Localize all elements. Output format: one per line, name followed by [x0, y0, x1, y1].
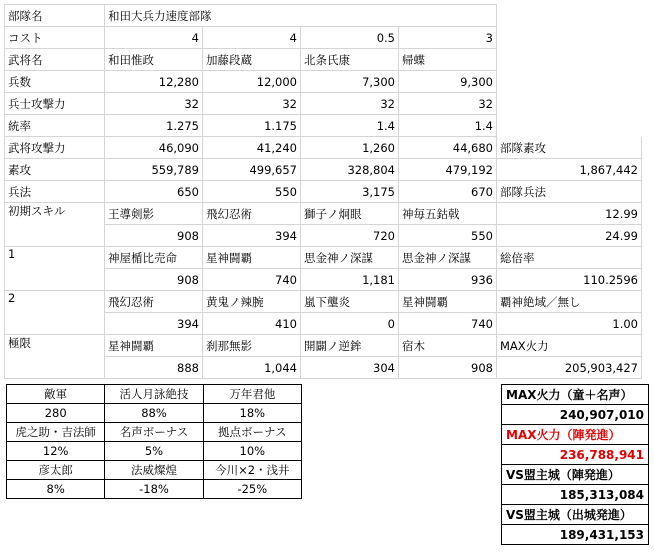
skill-value-cell[interactable]: 908: [105, 269, 203, 291]
vs-castle-camp-label[interactable]: VS盟主城（陣発進）: [502, 465, 649, 485]
table-row: [5, 181, 642, 203]
command-cell[interactable]: 1.4: [399, 115, 497, 137]
soldier-atk-cell[interactable]: 32: [301, 93, 399, 115]
skill-name-cell[interactable]: 飛幻忍術: [203, 203, 301, 225]
vs-castle-camp-value[interactable]: 185,313,084: [502, 485, 649, 505]
max-fire-boy-fame-value[interactable]: 240,907,010: [502, 405, 649, 425]
bonus-value[interactable]: -18%: [105, 480, 203, 499]
unit-name-label[interactable]: 部隊名: [5, 5, 105, 27]
row1-label[interactable]: 1: [5, 247, 105, 291]
troops-label[interactable]: 兵数: [5, 71, 105, 93]
skill-name-cell[interactable]: 黄鬼ノ辣腕: [203, 291, 301, 313]
init-skill-label[interactable]: 初期スキル: [5, 203, 105, 247]
skill-value-cell[interactable]: 908: [105, 225, 203, 247]
general-atk-cell[interactable]: 44,680: [399, 137, 497, 159]
skill-name-cell[interactable]: 星神闘覇: [105, 335, 203, 357]
table-row: [502, 425, 649, 445]
unit-name[interactable]: 和田大兵力速度部隊: [105, 5, 497, 27]
result-table: [501, 384, 649, 545]
skill-value-cell[interactable]: 720: [301, 225, 399, 247]
skill-name-cell[interactable]: 開闢ノ逆鉾: [301, 335, 399, 357]
general-cell[interactable]: 和田惟政: [105, 49, 203, 71]
table-row: [502, 465, 649, 485]
skill-name-cell[interactable]: 嵐下壟炎: [301, 291, 399, 313]
table-row: [7, 385, 302, 404]
general-cell[interactable]: 加藤段蔵: [203, 49, 301, 71]
max-fire-value[interactable]: 205,903,427: [497, 357, 642, 379]
bonus-label[interactable]: 名声ボーナス: [105, 423, 203, 442]
multiplier-label[interactable]: 総倍率: [497, 247, 642, 269]
skill-name-cell[interactable]: 思金神ノ深謀: [301, 247, 399, 269]
skill-value-cell[interactable]: 1,044: [203, 357, 301, 379]
raw-atk-cell[interactable]: 479,192: [399, 159, 497, 181]
general-atk-cell[interactable]: 1,260: [301, 137, 399, 159]
general-cell[interactable]: 帰蝶: [399, 49, 497, 71]
domination-label[interactable]: 覇神絶域／無し: [497, 291, 642, 313]
table-row: [5, 71, 642, 93]
row2-label[interactable]: 2: [5, 291, 105, 335]
skill-value-cell[interactable]: 908: [399, 357, 497, 379]
table-row: [5, 137, 642, 159]
general-label[interactable]: 武将名: [5, 49, 105, 71]
skill-name-cell[interactable]: 星神闘覇: [203, 247, 301, 269]
table-row: [5, 291, 642, 313]
cost-cell[interactable]: 3: [399, 27, 497, 49]
bonus-label[interactable]: 拠点ボーナス: [203, 423, 301, 442]
skill-value-cell[interactable]: 394: [105, 313, 203, 335]
bonus-value[interactable]: -25%: [203, 480, 301, 499]
bonus-label[interactable]: 万年君他: [203, 385, 301, 404]
bonus-label[interactable]: 敵軍: [7, 385, 105, 404]
bonus-label[interactable]: 虎之助・吉法師: [7, 423, 105, 442]
max-fire-label[interactable]: MAX火力: [497, 335, 642, 357]
table-row: [5, 5, 642, 27]
table-row: [7, 423, 302, 442]
table-row: [7, 480, 302, 499]
vs-castle-fort-value[interactable]: 189,431,153: [502, 525, 649, 545]
skill-name-cell[interactable]: 思金神ノ深謀: [399, 247, 497, 269]
bonus-table: [6, 384, 302, 499]
bonus-value[interactable]: 280: [7, 404, 105, 423]
general-atk-cell[interactable]: 46,090: [105, 137, 203, 159]
bonus-label[interactable]: 今川×2・浅井: [203, 461, 301, 480]
tactics-cell[interactable]: 650: [105, 181, 203, 203]
general-atk-cell[interactable]: 41,240: [203, 137, 301, 159]
table-row: [5, 27, 642, 49]
skill-name-cell[interactable]: 獅子ノ炯眼: [301, 203, 399, 225]
table-row: [502, 405, 649, 425]
command-cell[interactable]: 1.175: [203, 115, 301, 137]
unit-raw-atk-label[interactable]: 部隊素攻: [497, 137, 642, 159]
max-fire-boy-fame-label[interactable]: MAX火力（童＋名声）: [502, 385, 649, 405]
table-row: [502, 385, 649, 405]
unit-tactics-value[interactable]: 12.99: [497, 203, 642, 225]
bonus-label[interactable]: 法威燦煌: [105, 461, 203, 480]
extra-value[interactable]: 24.99: [497, 225, 642, 247]
max-fire-camp-value[interactable]: 236,788,941: [502, 445, 649, 465]
skill-name-cell[interactable]: 刹那無影: [203, 335, 301, 357]
raw-atk-cell[interactable]: 559,789: [105, 159, 203, 181]
unit-tactics-label[interactable]: 部隊兵法: [497, 181, 642, 203]
limit-label[interactable]: 極限: [5, 335, 105, 379]
skill-name-cell[interactable]: 王導剣影: [105, 203, 203, 225]
skill-value-cell[interactable]: 394: [203, 225, 301, 247]
bonus-value[interactable]: 88%: [105, 404, 203, 423]
tactics-cell[interactable]: 670: [399, 181, 497, 203]
table-row: [7, 461, 302, 480]
troops-cell[interactable]: 7,300: [301, 71, 399, 93]
table-row: [5, 93, 642, 115]
tactics-cell[interactable]: 550: [203, 181, 301, 203]
unit-table: [4, 4, 642, 379]
table-row: [5, 203, 642, 225]
skill-value-cell[interactable]: 0: [301, 313, 399, 335]
soldier-atk-cell[interactable]: 32: [399, 93, 497, 115]
multiplier-value[interactable]: 110.2596: [497, 269, 642, 291]
table-row: [5, 115, 642, 137]
skill-value-cell[interactable]: 1,181: [301, 269, 399, 291]
table-row: [5, 247, 642, 269]
skill-value-cell[interactable]: 888: [105, 357, 203, 379]
raw-atk-label[interactable]: 素攻: [5, 159, 105, 181]
raw-atk-cell[interactable]: 328,804: [301, 159, 399, 181]
vs-castle-fort-label[interactable]: VS盟主城（出城発進）: [502, 505, 649, 525]
soldier-atk-cell[interactable]: 32: [203, 93, 301, 115]
spreadsheet: [4, 4, 650, 379]
bonus-value[interactable]: 5%: [105, 442, 203, 461]
skill-name-cell[interactable]: 星神闘覇: [399, 291, 497, 313]
bonus-value[interactable]: 10%: [203, 442, 301, 461]
table-row: [5, 49, 642, 71]
cost-cell[interactable]: 4: [203, 27, 301, 49]
soldier-atk-label[interactable]: 兵士攻撃力: [5, 93, 105, 115]
max-fire-camp-label[interactable]: MAX火力（陣発進）: [502, 425, 649, 445]
bonus-label[interactable]: 彦太郎: [7, 461, 105, 480]
troops-cell[interactable]: 9,300: [399, 71, 497, 93]
soldier-atk-cell[interactable]: 32: [105, 93, 203, 115]
table-row: [5, 159, 642, 181]
domination-value[interactable]: 1.00: [497, 313, 642, 335]
skill-name-cell[interactable]: 宿木: [399, 335, 497, 357]
troops-cell[interactable]: 12,000: [203, 71, 301, 93]
skill-name-cell[interactable]: 神毎五鈷戟: [399, 203, 497, 225]
bonus-value[interactable]: 8%: [7, 480, 105, 499]
troops-cell[interactable]: 12,280: [105, 71, 203, 93]
skill-value-cell[interactable]: 740: [399, 313, 497, 335]
skill-name-cell[interactable]: 神屋楯比売命: [105, 247, 203, 269]
cost-cell[interactable]: 4: [105, 27, 203, 49]
cost-label[interactable]: コスト: [5, 27, 105, 49]
table-row: [502, 525, 649, 545]
skill-value-cell[interactable]: 936: [399, 269, 497, 291]
general-atk-label[interactable]: 武将攻撃力: [5, 137, 105, 159]
cost-cell[interactable]: 0.5: [301, 27, 399, 49]
table-row: [5, 335, 642, 357]
skill-value-cell[interactable]: 740: [203, 269, 301, 291]
command-label[interactable]: 統率: [5, 115, 105, 137]
command-cell[interactable]: 1.275: [105, 115, 203, 137]
skill-value-cell[interactable]: 410: [203, 313, 301, 335]
table-row: [502, 445, 649, 465]
raw-atk-cell[interactable]: 499,657: [203, 159, 301, 181]
table-row: [7, 442, 302, 461]
skill-name-cell[interactable]: 飛幻忍術: [105, 291, 203, 313]
tactics-cell[interactable]: 3,175: [301, 181, 399, 203]
skill-value-cell[interactable]: 304: [301, 357, 399, 379]
tactics-label[interactable]: 兵法: [5, 181, 105, 203]
bonus-label[interactable]: 活人月詠絶技: [105, 385, 203, 404]
table-row: [7, 404, 302, 423]
table-row: [502, 485, 649, 505]
skill-value-cell[interactable]: 550: [399, 225, 497, 247]
general-cell[interactable]: 北条氏康: [301, 49, 399, 71]
bonus-value[interactable]: 18%: [203, 404, 301, 423]
command-cell[interactable]: 1.4: [301, 115, 399, 137]
unit-raw-atk-value[interactable]: 1,867,442: [497, 159, 642, 181]
bonus-value[interactable]: 12%: [7, 442, 105, 461]
table-row: [502, 505, 649, 525]
